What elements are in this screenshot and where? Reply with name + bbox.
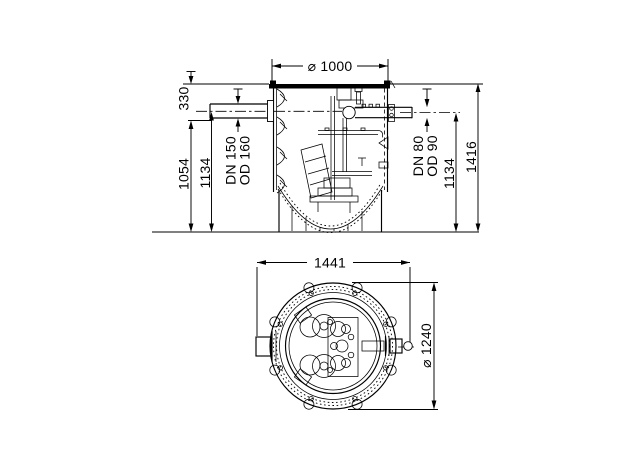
valve-assembly xyxy=(328,318,359,377)
inlet-pipe xyxy=(196,101,342,122)
dim-label-outlet-od: OD 90 xyxy=(424,135,440,177)
elevation-view xyxy=(152,58,483,233)
tank-shell xyxy=(274,89,388,233)
dim-cover-diameter xyxy=(272,58,388,83)
dim-label-inlet-dn: DN 150 xyxy=(222,136,239,185)
dim-label-cover-diameter: ⌀ 1000 xyxy=(307,58,353,74)
tank-cover xyxy=(269,81,395,89)
outlet-stub xyxy=(362,336,414,356)
dim-label-1134-right: 1134 xyxy=(441,158,457,189)
dim-label-inlet-od: OD 160 xyxy=(236,135,253,186)
dim-label-330: 330 xyxy=(175,86,192,111)
tank-rim xyxy=(270,283,396,409)
dim-label-1416: 1416 xyxy=(463,141,479,173)
dim-overall-width xyxy=(257,255,410,345)
dim-label-1134-left: 1134 xyxy=(197,157,213,189)
wall-sockets xyxy=(277,89,287,193)
dim-label-outlet-dn: DN 80 xyxy=(410,135,426,177)
dim-label-tank-diameter: ⌀ 1240 xyxy=(418,323,434,368)
ladder xyxy=(301,144,332,198)
pump-volutes xyxy=(294,307,335,385)
dim-tank-diameter xyxy=(348,283,438,410)
dim-label-1441: 1441 xyxy=(314,254,346,271)
plan-view xyxy=(256,255,438,410)
dim-label-1054: 1054 xyxy=(175,158,192,190)
inlet-stub xyxy=(256,331,276,362)
